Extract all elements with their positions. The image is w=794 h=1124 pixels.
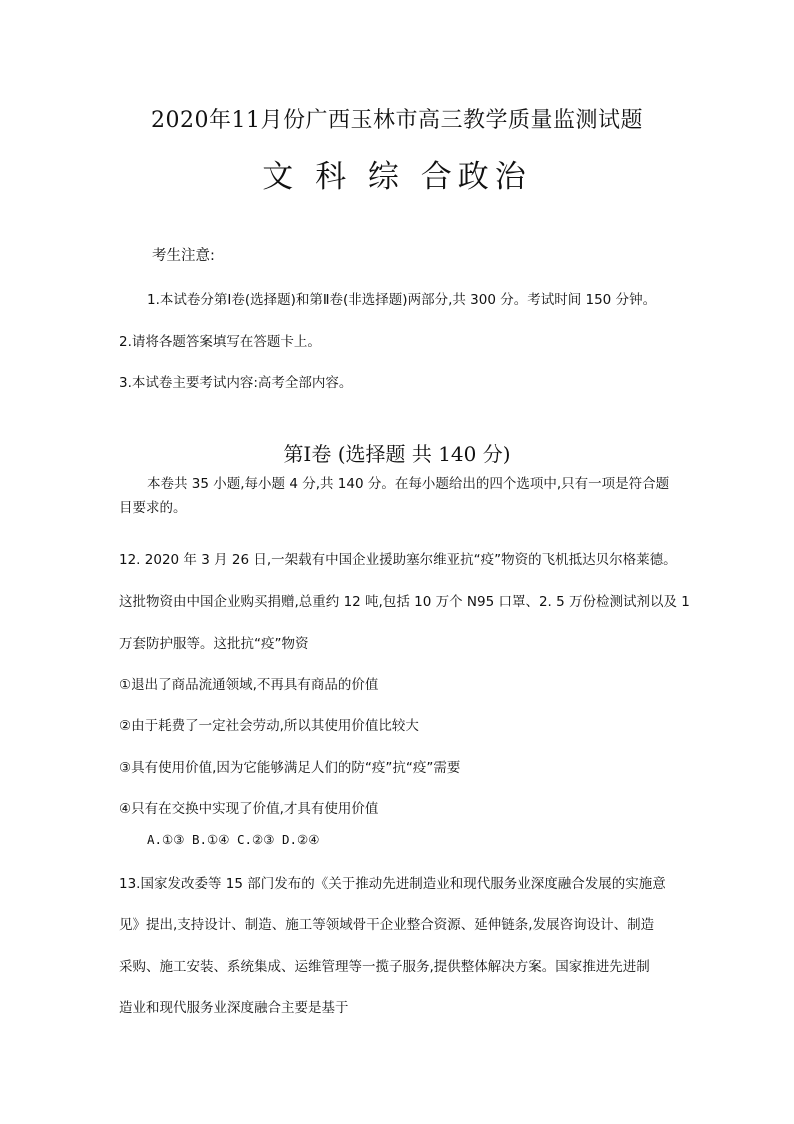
question-line: 见》提出,支持设计、制造、施工等领域骨干企业整合资源、延伸链条,发展咨询设计、制造	[119, 917, 655, 933]
question-line: 这批物资由中国企业购买捐赠,总重约 12 吨,包括 10 万个 N95 口罩、2. 5 万份检测试剂以及 1	[119, 594, 690, 610]
notice-item: 3.本试卷主要考试内容:高考全部内容。	[119, 375, 353, 391]
question-line: 万套防护服等。这批抗“疫”物资	[119, 636, 309, 652]
section-title: 第Ⅰ卷 (选择题 共 140 分)	[283, 442, 511, 466]
notice-heading: 考生注意:	[152, 248, 215, 264]
answer-choices: A.①③ B.①④ C.②③ D.②④	[147, 832, 320, 847]
question-line: 采购、施工安装、系统集成、运维管理等一揽子服务,提供整体解决方案。国家推进先进制	[119, 959, 650, 975]
question-line: 13.国家发改委等 15 部门发布的《关于推动先进制造业和现代服务业深度融合发展的实施意	[119, 876, 666, 892]
subject-title: 文 科 综 合政治	[262, 159, 532, 195]
option-line: ①退出了商品流通领域,不再具有商品的价值	[119, 677, 379, 693]
notice-item: 2.请将各题答案填写在答题卡上。	[119, 334, 321, 350]
section-intro: 本卷共 35 小题,每小题 4 分,共 140 分。在每小题给出的四个选项中,只有一项是符合题目要求的。	[119, 476, 670, 516]
notice-item: 1.本试卷分第Ⅰ卷(选择题)和第Ⅱ卷(非选择题)两部分,共 300 分。考试时间 150 分钟。	[147, 292, 657, 308]
option-line: ②由于耗费了一定社会劳动,所以其使用价值比较大	[119, 718, 419, 734]
option-line: ③具有使用价值,因为它能够满足人们的防“疫”抗“疫”需要	[119, 760, 461, 776]
page-title: 2020年11月份广西玉林市高三教学质量监测试题	[151, 108, 643, 133]
option-line: ④只有在交换中实现了价值,才具有使用价值	[119, 801, 379, 817]
question-line: 造业和现代服务业深度融合主要是基于	[119, 1000, 349, 1016]
question-line: 12. 2020 年 3 月 26 日,一架载有中国企业援助塞尔维亚抗“疫”物资的飞机抵达贝尔格莱德。	[119, 552, 677, 568]
